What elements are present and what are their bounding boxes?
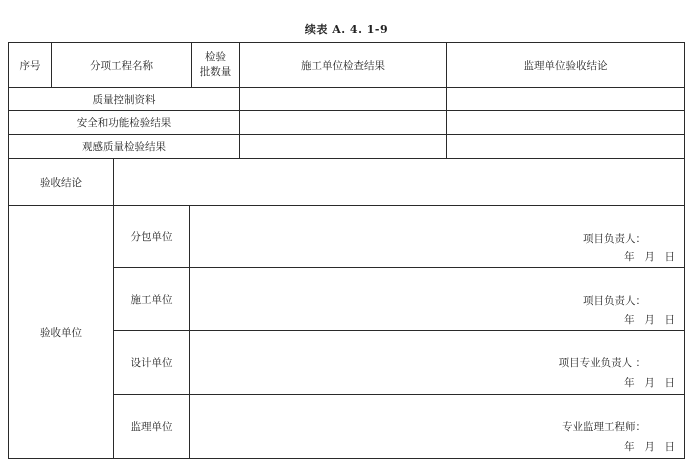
unit-name-designer: 设计单位 [113,330,190,395]
conclusion-label: 验收结论 [8,158,114,206]
header-seq: 序号 [8,42,52,88]
row-quality-data-supervisor [446,87,685,111]
unit-sign-contractor [189,267,685,331]
header-batch-line2: 批数量 [199,66,232,78]
unit-name-supervisor: 监理单位 [113,394,190,459]
signer-label: 项目专业负责人 ： [558,357,646,369]
date-label: 年 月 日 [624,251,676,263]
row-appearance-contractor [239,134,447,159]
acceptance-units-label: 验收单位 [8,205,114,459]
date-label: 年 月 日 [624,377,676,389]
table-caption: 续表 A. 4. 1-9 [304,23,389,36]
row-label-safety-function: 安全和功能检验结果 [8,110,240,135]
unit-sign-designer [189,330,685,395]
unit-sign-subcontractor [189,205,685,268]
header-batch-count [191,42,240,88]
signer-label: 专业监理工程师： [562,421,646,433]
header-batch-line1: 检验 [205,51,226,63]
date-label: 年 月 日 [624,314,676,326]
unit-name-subcontractor: 分包单位 [113,205,190,268]
signer-label: 项目负责人： [583,233,646,245]
header-project-name: 分项工程名称 [51,42,192,88]
row-safety-function-contractor [239,110,447,135]
header-supervisor-conclusion: 监理单位验收结论 [446,42,685,88]
conclusion-content [113,158,685,206]
header-contractor-result: 施工单位检查结果 [239,42,447,88]
unit-sign-supervisor [189,394,685,459]
row-appearance-supervisor [446,134,685,159]
unit-name-contractor: 施工单位 [113,267,190,331]
date-label: 年 月 日 [624,441,676,453]
row-quality-data-contractor [239,87,447,111]
row-label-appearance: 观感质量检验结果 [8,134,240,159]
row-safety-function-supervisor [446,110,685,135]
row-label-quality-data: 质量控制资料 [8,87,240,111]
signer-label: 项目负责人： [583,295,646,307]
